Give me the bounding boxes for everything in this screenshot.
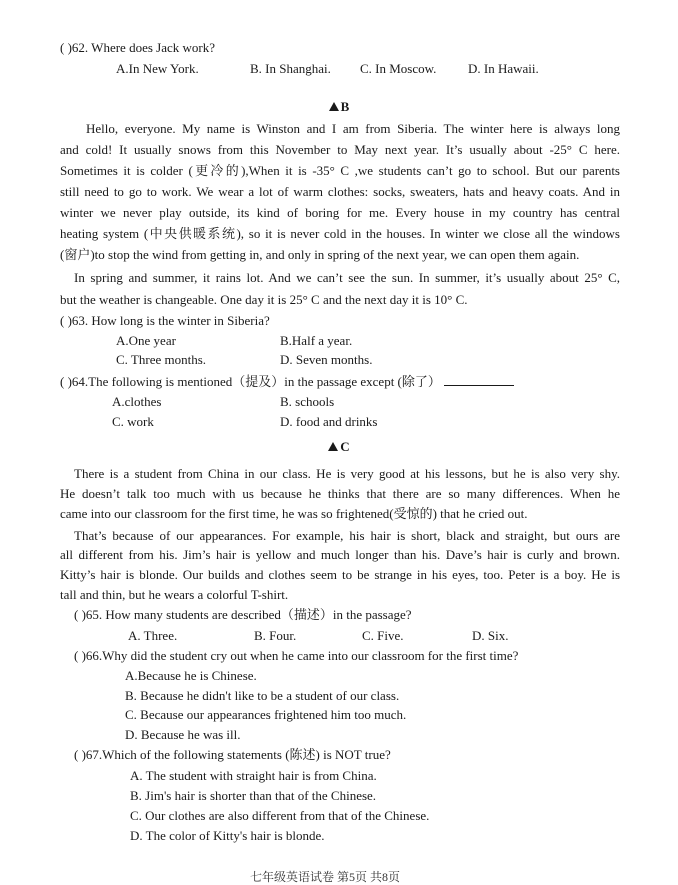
q65-option-b: B. Four. [254, 628, 297, 643]
answer-blank [444, 373, 514, 386]
q63-option-a: A.One year [116, 333, 176, 348]
q66-option-a: A.Because he is Chinese. [125, 668, 257, 683]
q64-option-a: A.clothes [112, 394, 162, 409]
passage-b-line: Sometimes it is colder (更冷的),When it is -35° C ,we students can’t go to school. But our parents [60, 163, 620, 178]
q63-option-b: B.Half a year. [280, 333, 353, 348]
triangle-icon [328, 442, 338, 451]
q62-option-d: D. In Hawaii. [468, 61, 539, 76]
passage-b-line: but the weather is changeable. One day it is 25° C and the next day it is 10° C. [60, 292, 468, 307]
section-b-label: B [340, 99, 350, 114]
passage-c-line: There is a student from China in our class. He is very good at his lessons, but he is also very shy. [74, 466, 620, 481]
q63-option-c: C. Three months. [116, 352, 207, 367]
passage-b-line: heating system (中央供暖系统), so it is never cold in the houses. In winter we close all the windows [60, 226, 620, 241]
passage-b-line: still need to go to work. We wear a lot of warm clothes: socks, sweaters, hats and heavy coats. And in [60, 184, 620, 199]
passage-b-line: winter we never play outside, its kind of boring for me. Every house in my country has central [60, 205, 620, 220]
q62-option-b: B. In Shanghai. [250, 61, 331, 76]
q64-option-b: B. schools [280, 394, 335, 409]
q64-stem-text: ( )64.The following is mentioned（提及）in the passage except (除了） [60, 374, 441, 389]
passage-c-line: all different from his. Jim’s hair is yellow and much longer than his. Dave’s hair is curly and brown. [60, 547, 620, 562]
passage-b-line: (窗户)to stop the wind from getting in, and only in spring of the next year, we can open them again. [60, 247, 580, 262]
q67-stem: ( )67.Which of the following statements (陈述) is NOT true? [74, 747, 391, 762]
q67-option-a: A. The student with straight hair is from China. [130, 768, 377, 783]
q65-stem: ( )65. How many students are described（描述）in the passage? [74, 607, 412, 622]
q65-option-d: D. Six. [472, 628, 509, 643]
q67-option-d: D. The color of Kitty's hair is blonde. [130, 828, 325, 843]
q62-option-c: C. In Moscow. [360, 61, 437, 76]
passage-b-line: and cold! It usually snows from this November to May next year. It’s usually about -25° C here. [60, 142, 620, 157]
section-c-heading [0, 439, 678, 455]
section-c-label: C [340, 439, 350, 454]
q63-option-d: D. Seven months. [280, 352, 373, 367]
q66-option-b: B. Because he didn't like to be a student of our class. [125, 688, 400, 703]
section-b-heading [0, 99, 678, 115]
q64-stem [60, 373, 514, 390]
triangle-icon [329, 102, 339, 111]
passage-b-line: Hello, everyone. My name is Winston and I am from Siberia. The winter here is always long [86, 121, 620, 136]
passage-b-line: In spring and summer, it rains lot. And we can’t see the sun. In summer, it’s usually about 25° C, [74, 270, 620, 285]
q66-stem: ( )66.Why did the student cry out when he came into our classroom for the first time? [74, 648, 519, 663]
page-footer: 七年级英语试卷 第5页 共8页 [250, 870, 401, 884]
q62-option-a: A.In New York. [116, 61, 199, 76]
q63-stem: ( )63. How long is the winter in Siberia? [60, 313, 270, 328]
passage-c-line: tall and thin, but he wears a colorful T-shirt. [60, 587, 289, 602]
q65-option-a: A. Three. [128, 628, 178, 643]
q66-option-d: D. Because he was ill. [125, 727, 241, 742]
q64-option-c: C. work [112, 414, 154, 429]
q62-stem: ( )62. Where does Jack work? [60, 40, 215, 55]
passage-c-line: Kitty’s hair is blonde. Our builds and clothes seem to be strange in his eyes, too. Peter is a boy. He is [60, 567, 620, 582]
q65-option-c: C. Five. [362, 628, 404, 643]
passage-c-line: came into our classroom for the first time, he was so frightened(受惊的) that he cried out. [60, 506, 528, 521]
q66-option-c: C. Because our appearances frightened him too much. [125, 707, 407, 722]
q64-option-d: D. food and drinks [280, 414, 378, 429]
q67-option-b: B. Jim's hair is shorter than that of the Chinese. [130, 788, 377, 803]
passage-c-line: That’s because of our appearances. For example, his hair is short, black and straight, but ours are [74, 528, 620, 543]
q67-option-c: C. Our clothes are also different from that of the Chinese. [130, 808, 430, 823]
passage-c-line: He doesn’t talk too much with us because he thinks that there are so many differences. When he [60, 486, 620, 501]
